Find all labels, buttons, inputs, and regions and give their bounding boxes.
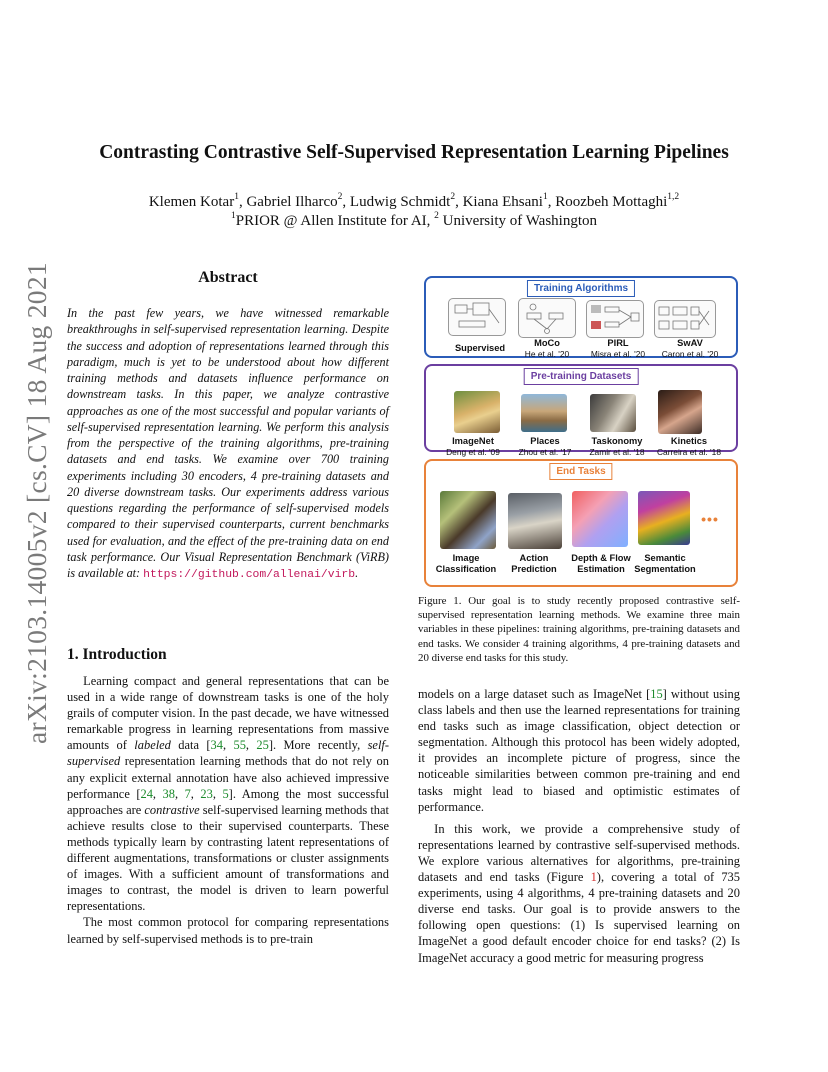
citation-link[interactable]: 25: [256, 738, 269, 753]
places-bridge-image: [521, 394, 567, 432]
intro-column: [67, 673, 389, 947]
author-name: Roozbeh Mottaghi: [555, 194, 668, 210]
citation-link[interactable]: 55: [233, 738, 246, 753]
algo-moco: MoCo He et al. '20: [524, 338, 570, 359]
diagram-graphic: [655, 301, 715, 337]
dataset-places: Places Zhou et al. '17: [518, 436, 572, 457]
citation-link[interactable]: 38: [162, 786, 175, 801]
swav-diagram: [654, 300, 716, 338]
end-tasks-panel: [424, 459, 738, 587]
affil-org: University of Washington: [438, 213, 597, 229]
task-depth-flow: Depth & Flow Estimation: [571, 553, 631, 574]
author-affil-mark: 2: [450, 192, 456, 202]
moco-diagram: [518, 298, 576, 338]
author-name: Ludwig Schmidt: [349, 194, 451, 210]
author-affil-mark: 2: [337, 192, 343, 202]
affil-mark: 2: [434, 211, 439, 221]
figure-ref-link[interactable]: 1: [590, 870, 597, 885]
citation-link[interactable]: 7: [184, 786, 191, 801]
paragraph: In this work, we provide a comprehensive study of representations learned by contrastive self-supervised methods. We explore various alternatives for algorithms, pre-training datasets and end tasks (Figure 1), covering a total of 735 experiments, using 4 algorithms, 4 pre-training datasets and 20 diverse end tasks. Our goal is to provide answers to the following open questions: (1) Is supervised learning on ImageNet a good default encoder choice for end tasks? (2) Is ImageNet accuracy a good metric for measuring progress: [418, 821, 740, 965]
repo-link[interactable]: https://github.com/allenai/virb: [143, 569, 356, 581]
pretraining-datasets-panel: [424, 364, 738, 457]
paper-title: Contrasting Contrastive Self-Supervised Representation Learning Pipelines: [99, 142, 729, 163]
task-semantic-segmentation: Semantic Segmentation: [634, 553, 696, 574]
affil-org: PRIOR @ Allen Institute for AI,: [235, 213, 435, 229]
abstract-text: In the past few years, we have witnessed remarkable breakthroughs in self-supervised representation learning. Despite the success and adoption of representations learned through this paradigm, much is yet to be understood about how different training methods and datasets influence performance on downstream tasks. In this paper, we analyze contrastive approaches as one of the most successful and popular variants of self-supervised representation learning. We perform this analysis from the perspective of the training algorithms, pre-training datasets and end tasks. We examine over 700 training experiments including 30 encoders, 4 pre-training datasets and 20 diverse downstream tasks. Our experiments address various questions regarding the performance of self-supervised models compared to their supervised counterparts, current benchmarks used for evaluation, and the effect of the pre-training data on end task performance. Our Visual Representation Benchmark (ViRB) is available at:: [67, 306, 389, 580]
segmentation-image: [638, 491, 690, 545]
algo-pirl: PIRL Misra et al. '20: [590, 338, 646, 359]
training-algorithms-panel: [424, 276, 738, 358]
action-image: [508, 493, 562, 549]
algo-swav: SwAV Caron et al. '20: [661, 338, 719, 359]
taskonomy-room-image: [590, 394, 636, 432]
classification-image: [440, 491, 496, 549]
abstract-heading: Abstract: [198, 269, 258, 286]
algo-supervised: Supervised: [454, 343, 506, 353]
imagenet-dog-image: [454, 391, 500, 433]
supervised-diagram: [448, 298, 506, 336]
paragraph: models on a large dataset such as ImageNet [15] without using class labels and then use the learned representations for training end tasks such as image classification, object detection or segmentation. Although this protocol has been widely adopted, it provides an incomplete picture of progress, since the noticeable similarities between common pre-training and end tasks might lead to biased and optimistic estimates of performance.: [418, 687, 740, 814]
dataset-kinetics: Kinetics Carreira et al. '18: [657, 436, 721, 457]
author-affil-mark: 1: [234, 192, 239, 202]
author-name: Kiana Ehsani: [462, 194, 543, 210]
citation-link[interactable]: 23: [200, 786, 213, 801]
pirl-diagram: [586, 300, 644, 338]
author-affil-mark: 1,2: [667, 192, 680, 202]
depth-flow-image: [572, 491, 628, 547]
kinetics-person-image: [658, 390, 702, 434]
paragraph: The most common protocol for comparing representations learned by self-supervised methods is to pre-train: [67, 915, 389, 946]
dataset-taskonomy: Taskonomy Zamir et al. '18: [589, 436, 645, 457]
diagram-graphic: [587, 301, 643, 337]
figure-caption: Figure 1. Our goal is to study recently proposed contrastive self-supervised representation learning methods. We examine three main variables in these pipelines: training algorithms, pre-training datasets and end tasks. We consider 4 training algorithms, 4 pre-training datasets and 20 diverse end tasks for this study.: [418, 595, 740, 664]
task-action-prediction: Action Prediction: [511, 553, 557, 574]
right-column: [418, 686, 740, 966]
affiliations: [40, 212, 788, 231]
panel-label: End Tasks: [549, 463, 612, 480]
panel-label: Pre-training Datasets: [524, 368, 639, 385]
author-list: Klemen Kotar$^1$, Gabriel Ilharco$^2$, Ludwig Schmidt$^2$, Kiana Ehsani$^1$, Roozbeh Mottaghi$^{1,2}$: [148, 192, 680, 210]
dataset-imagenet: ImageNet Deng et al. '09: [446, 436, 500, 457]
citation-link[interactable]: 34: [210, 738, 223, 753]
affil-mark: 1: [231, 211, 236, 221]
paragraph: Learning compact and general representations that can be used in a wide range of downstream tasks is one of the holy grails of computer vision. In the past decade, we have witnessed remarkable progress in learning representations from massive amounts of labeled data [34, 55, 25]. More recently, self-supervised representation learning methods that do not rely on any explicit external annotation have also achieved impressive performance [24, 38, 7, 23, 5]. Among the most successful approaches are contrastive self-supervised learning methods that achieve results close to their supervised counterparts. These methods typically learn by contrasting latent representations of different augmentations, transformations or cluster assignments of images. With a sufficient amount of transformations and images to contrast, the model is driven to learn powerful representations.: [67, 674, 390, 914]
panel-label: Training Algorithms: [527, 280, 635, 297]
citation-link[interactable]: 5: [222, 786, 229, 801]
diagram-graphic: [449, 299, 505, 335]
abstract-end: .: [355, 566, 359, 580]
section-heading: 1. Introduction: [67, 646, 167, 663]
citation-link[interactable]: 24: [140, 786, 153, 801]
diagram-graphic: [519, 299, 575, 337]
author-name: Klemen Kotar: [148, 194, 235, 210]
citation-link[interactable]: 15: [650, 687, 663, 701]
task-image-classification: Image Classification: [435, 553, 497, 574]
abstract-body: [67, 305, 389, 583]
more-tasks-dots: •••: [701, 511, 719, 527]
figure-1: [424, 272, 738, 587]
arxiv-stamp: arXiv:2103.14005v2 [cs.CV] 18 Aug 2021: [21, 262, 52, 744]
author-affil-mark: 1: [542, 192, 548, 202]
author-name: Gabriel Ilharco: [246, 194, 338, 210]
